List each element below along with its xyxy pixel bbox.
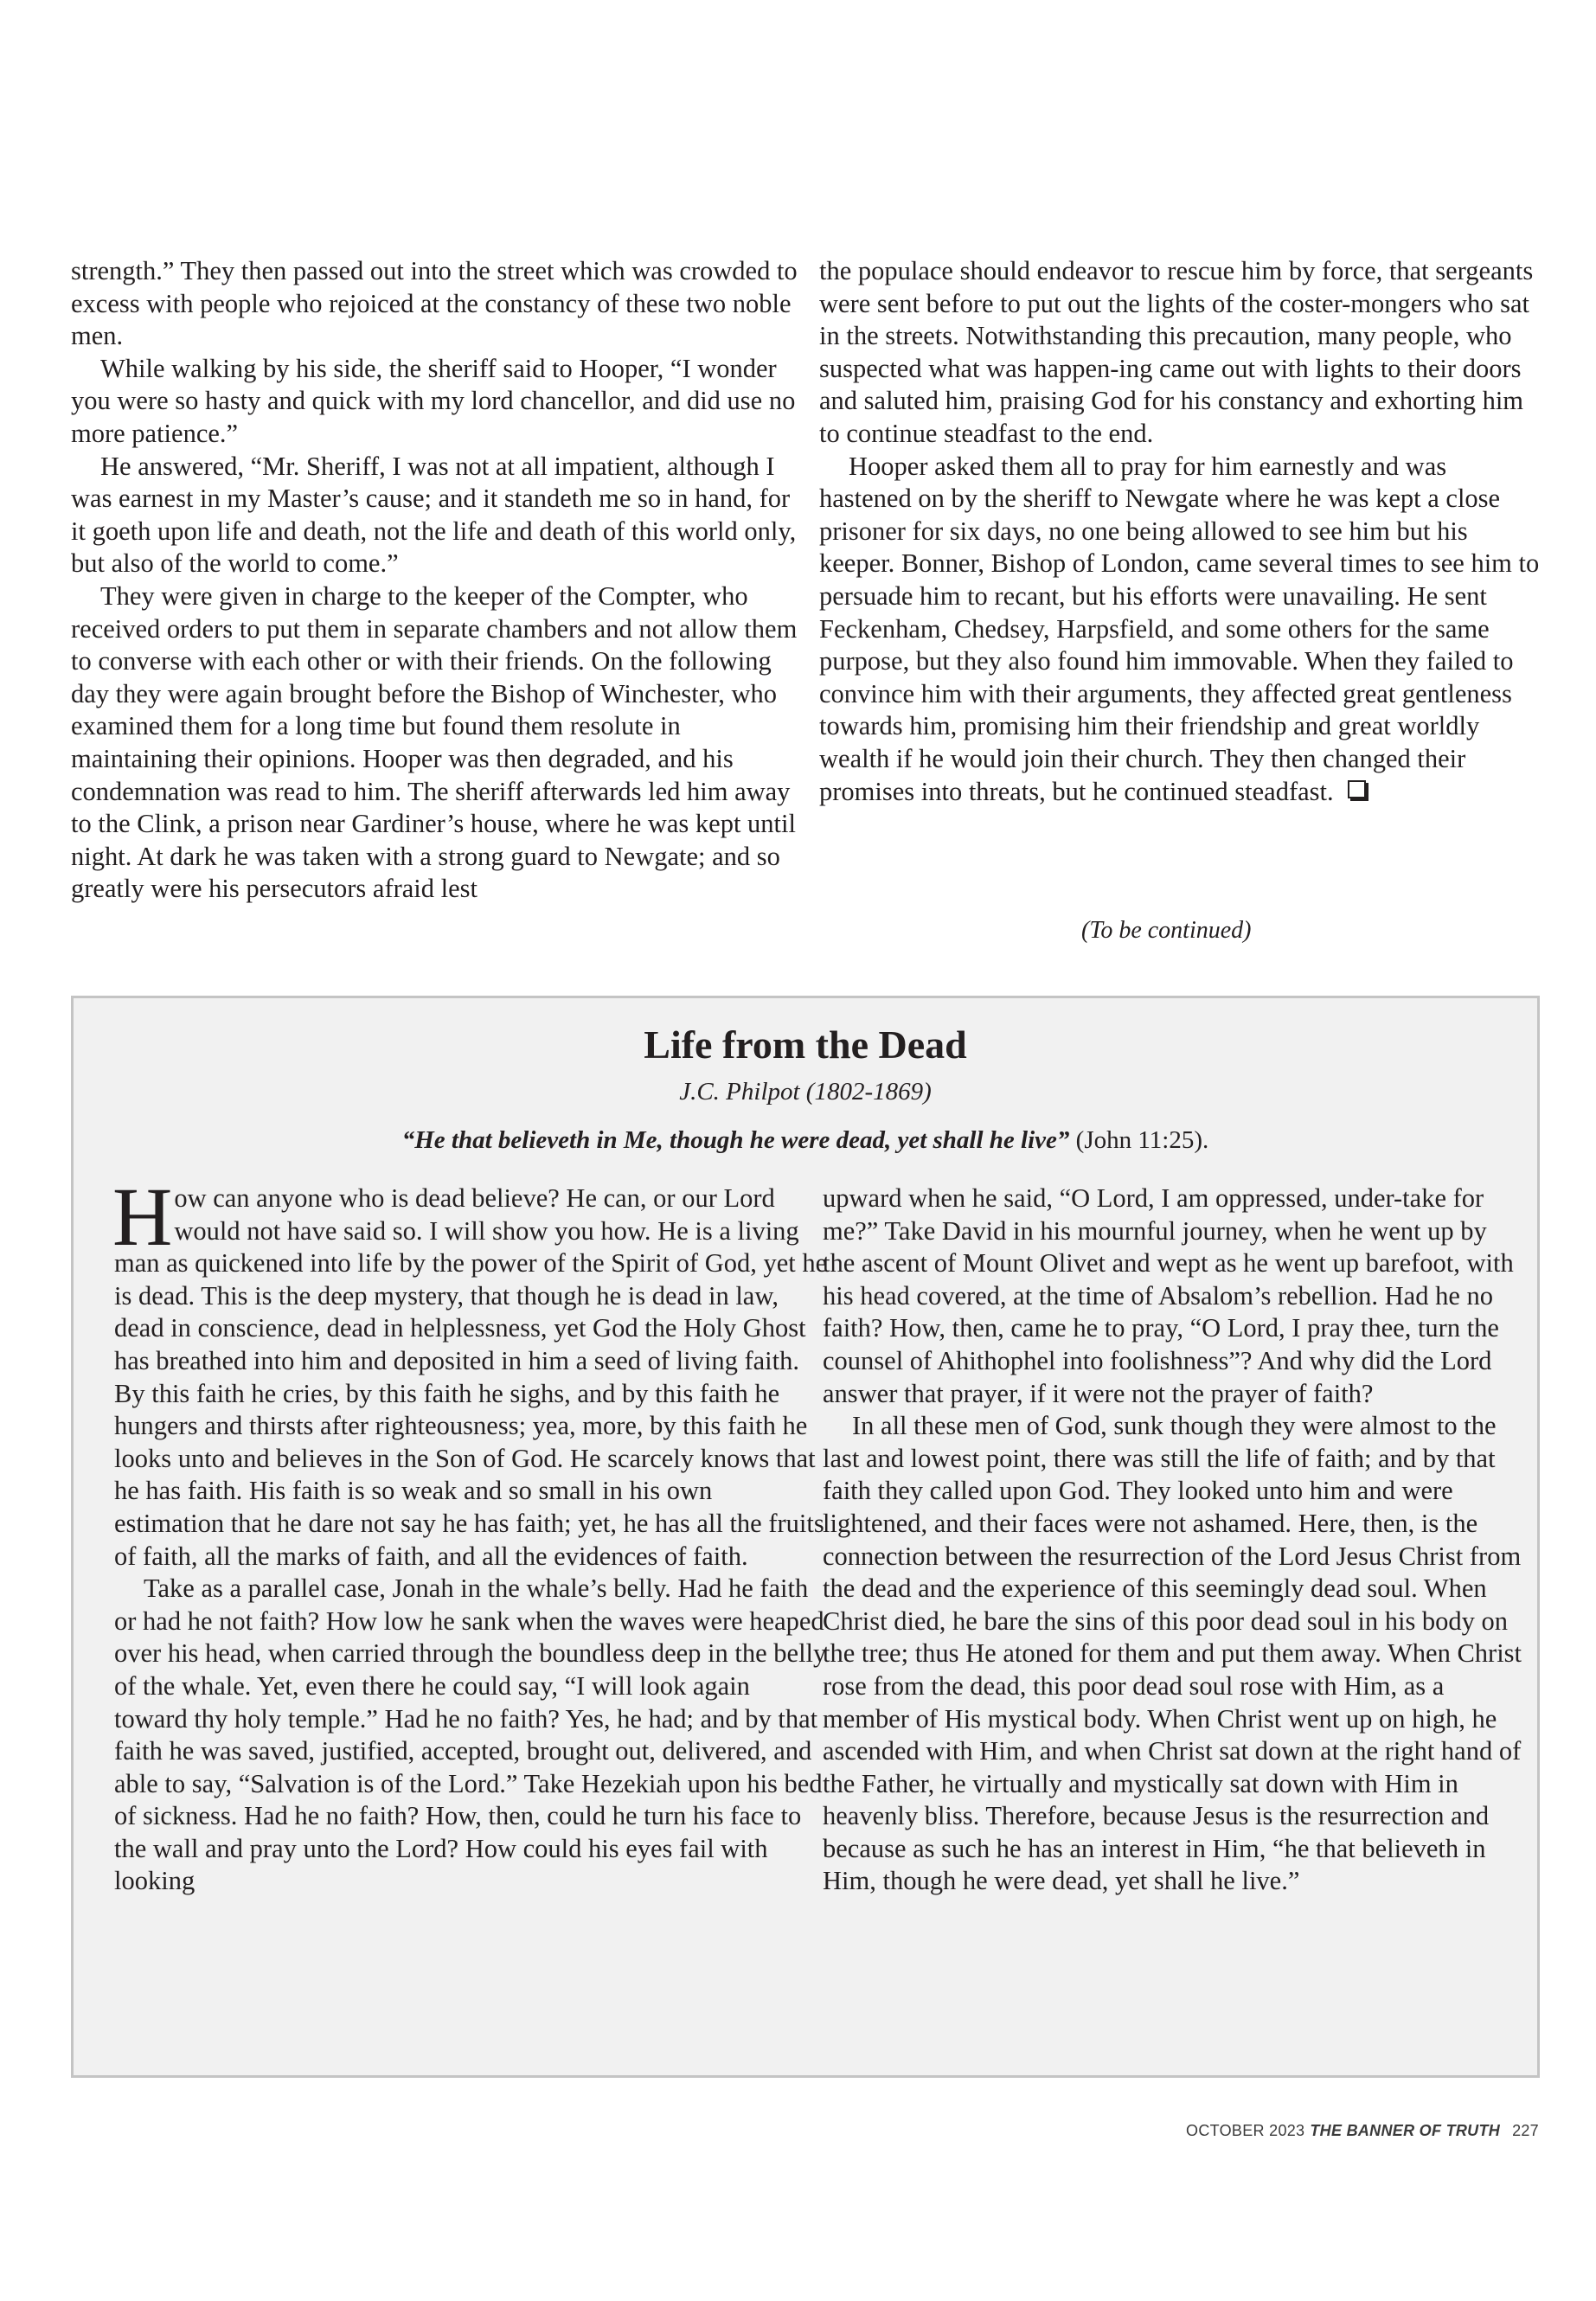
sidebar-column-left [112, 1170, 828, 1898]
sidebar-column-right [823, 1183, 1523, 1898]
paragraph: Take as a parallel case, Jonah in the whale’s belly. Had he faith or had he not faith? How low he sank when the waves were heaped over his head, when carried through the boundless deep in the belly of the whale. Yet, even there he could say, “I will look again toward thy holy temple.” Had he no faith? Yes, he had; and by that faith he was saved, justified, accepted, brought out, delivered, and able to say, “Salvation is of the Lord.” Take Hezekiah upon his bed of sickness. Had he no faith? How, then, could he turn his face to the wall and pray unto the Lord? How could his eyes fail with looking [114, 1574, 827, 1896]
page-number: 227 [1512, 2122, 1539, 2139]
paragraph: They were given in charge to the keeper of the Compter, who received orders to put them in separate chambers and not allow them to converse with each other or with their friends. On the following day they were again brought before the Bishop of Winchester, who examined them for a long time but found them resolute in maintaining their opinions. Hooper was then degraded, and his condemnation was read to him. The sheriff afterwards led him away to the Clink, a prison near Gardiner’s house, where he was kept until night. At dark he was taken with a strong guard to Newgate; and so greatly were his persecutors afraid lest [71, 580, 798, 904]
paragraph-text: ow can anyone who is dead believe? He can, or our Lord would not have said so. I will show you how. He is a living man as quickened into life by the power of the Spirit of God, yet he is dead. This is the deep mystery, that though he is dead in law, dead in conscience, dead in helplessness, yet God the Holy Ghost has breathed into him and deposited in him a seed of living faith. By this faith he cries, by this faith he sighs, and by this faith he hungers and thirsts after righteousness; yea, more, by this faith he looks unto and believes in the Son of God. He scarcely knows that he has faith. His faith is so weak and so small in his own estimation that he dare not say he has faith; yet, he has all the fruits of faith, all the marks of faith, and all the evidences of faith. [114, 1183, 828, 1571]
article-author: J.C. Philpot (1802-1869) [679, 1078, 932, 1106]
article-column-right [819, 255, 1542, 808]
paragraph: the populace should endeavor to rescue him by force, that sergeants were sent before to put out the lights of the coster-mongers who sat in the streets. Notwithstanding this precaution, many people, who suspected what was happen-ing came out with lights to their doors and saluted him, praising God for his constancy and exhorting him to continue steadfast to the end. [819, 256, 1534, 448]
paragraph: In all these men of God, sunk though they were almost to the last and lowest point, there was still the life of faith; and by that faith they called upon God. They looked unto him and were lightened, and their faces were not ashamed. Here, then, is the connection between the resurrection of the Lord Jesus Christ from the dead and the experience of this seemingly dead soul. When Christ died, he bare the sins of this poor dead soul in his body on the tree; thus He atoned for them and put them away. When Christ rose from the dead, this poor dead soul rose with Him, as a member of His mystical body. When Christ went up on high, he ascended with Him, and when Christ sat down at the right hand of the Father, he virtually and mystically sat down with Him in heavenly bliss. Therefore, because Jesus is the resurrection and because as such he has an interest in Him, “he that believeth in Him, though he were dead, yet shall he live.” [823, 1411, 1522, 1896]
end-of-article-icon [1348, 780, 1366, 798]
paragraph [112, 1170, 828, 1573]
article-column-left [71, 255, 799, 906]
paragraph: strength.” They then passed out into the street which was crowded to excess with people who rejoiced at the constancy of these two noble men. [71, 256, 798, 351]
drop-cap: H [112, 1170, 173, 1263]
paragraph: He answered, “Mr. Sheriff, I was not at all impatient, although I was earnest in my Master’s cause; and it standeth me so in hand, for it goeth upon life and death, not the life and death of this world only, but also of the world to come.” [71, 451, 797, 579]
sidebar-box [71, 996, 1540, 2078]
page-footer [1186, 2122, 1539, 2140]
paragraph: While walking by his side, the sheriff said to Hooper, “I wonder you were so hasty and quick with my lord chancellor, and did use no more patience.” [71, 353, 796, 448]
epigraph-reference: (John 11:25). [1069, 1126, 1209, 1154]
paragraph: upward when he said, “O Lord, I am oppressed, under-take for me?” Take David in his mournful journey, when he went up by the ascent of Mount Olivet and wept as he went up barefoot, with his head covered, at the time of Absalom’s rebellion. Had he no faith? How, then, came he to pray, “O Lord, I pray thee, turn the counsel of Ahithophel into foolishness”? And why did the Lord answer that prayer, if it were not the prayer of faith? [823, 1183, 1514, 1408]
paragraph [819, 451, 1542, 809]
paragraph-text: Hooper asked them all to pray for him earnestly and was hastened on by the sheriff to Newgate where he was kept a close prisoner for six days, no one being allowed to see him but his keeper. Bonner, Bishop of London, came several times to see him to persuade him to recant, but his efforts were unavailing. He sent Feckenham, Chedsey, Harpsfield, and some others for the same purpose, but they also found him immovable. When they failed to convince him with their arguments, they affected great gentleness towards him, promising him their friendship and great worldly wealth if he would join their church. They then changed their promises into threats, but he continued steadfast. [819, 451, 1540, 806]
to-be-continued-note: (To be continued) [1081, 917, 1252, 944]
issue-date: OCTOBER 2023 [1186, 2122, 1305, 2139]
epigraph [74, 1126, 1537, 1155]
article-title: Life from the Dead [644, 1022, 967, 1067]
epigraph-quote: “He that believeth in Me, though he were dead, yet shall he live” [401, 1126, 1070, 1154]
magazine-name: THE BANNER OF TRUTH [1310, 2122, 1501, 2139]
